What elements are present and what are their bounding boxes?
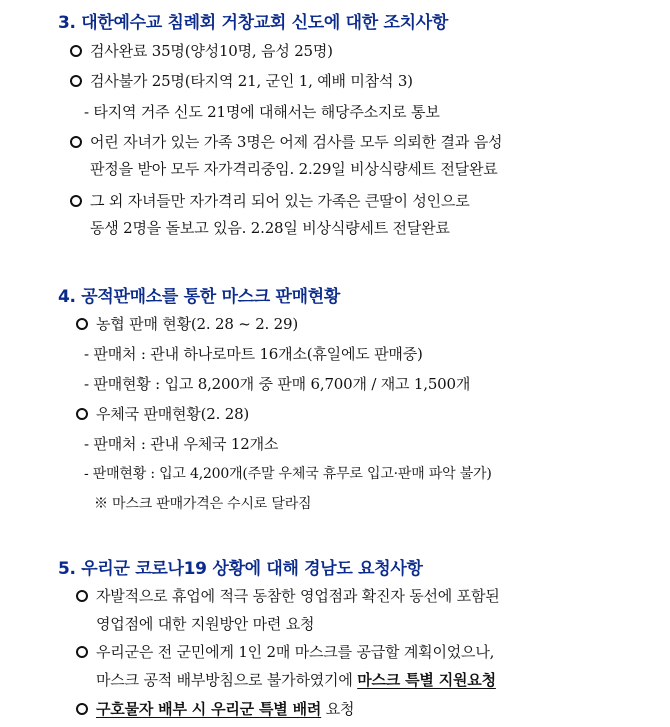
bullet-circle-icon bbox=[76, 408, 88, 420]
list-item: - 판매현황 : 입고 8,200개 중 판매 6,700개 / 재고 1,500개 bbox=[84, 375, 471, 393]
bullet-circle-icon bbox=[70, 195, 82, 207]
list-item: 그 외 자녀들만 자가격리 되어 있는 가족은 큰딸이 성인으로 bbox=[70, 190, 470, 211]
list-item: - 판매처 : 관내 하나로마트 16개소(휴일에도 판매중) bbox=[84, 345, 423, 363]
list-item-continuation: 판정을 받아 모두 자가격리중임. 2.29일 비상식량세트 전달완료 bbox=[90, 160, 498, 178]
bullet-circle-icon bbox=[76, 318, 88, 330]
list-item: 어린 자녀가 있는 가족 3명은 어제 검사를 모두 의뢰한 결과 음성 bbox=[70, 131, 502, 152]
list-item: - 판매처 : 관내 우체국 12개소 bbox=[84, 435, 279, 453]
list-item: 검사완료 35명(양성10명, 음성 25명) bbox=[70, 40, 333, 61]
bullet-circle-icon bbox=[76, 703, 88, 715]
bullet-circle-icon bbox=[70, 136, 82, 148]
section-5-heading: 5. 우리군 코로나19 상황에 대해 경남도 요청사항 bbox=[58, 559, 423, 579]
mask-support-request: 마스크 특별 지원요청 bbox=[357, 671, 496, 689]
bullet-circle-icon bbox=[76, 646, 88, 658]
note: ※ 마스크 판매가격은 수시로 달라짐 bbox=[94, 496, 312, 512]
list-item-continuation: 마스크 공적 배부방침으로 불가하였기에 마스크 특별 지원요청 bbox=[96, 671, 496, 689]
section-4-heading: 4. 공적판매소를 통한 마스크 판매현황 bbox=[58, 287, 340, 307]
list-item: - 판매현황 : 입고 4,200개(주말 우체국 휴무로 입고·판매 파악 불가) bbox=[84, 466, 492, 482]
list-item: 우리군은 전 군민에게 1인 2매 마스크를 공급할 계획이었으나, bbox=[76, 641, 494, 662]
list-item: 자발적으로 휴업에 적극 동참한 영업점과 확진자 동선에 포함된 bbox=[76, 585, 500, 606]
bullet-circle-icon bbox=[70, 45, 82, 57]
list-item: 농협 판매 현황(2. 28 ~ 2. 29) bbox=[76, 313, 298, 334]
list-item-continuation: 영업점에 대한 지원방안 마련 요청 bbox=[96, 615, 315, 633]
list-item-continuation: 동생 2명을 돌보고 있음. 2.28일 비상식량세트 전달완료 bbox=[90, 219, 450, 237]
bullet-circle-icon bbox=[76, 590, 88, 602]
list-item: 우체국 판매현황(2. 28) bbox=[76, 403, 249, 424]
list-item: 구호물자 배부 시 우리군 특별 배려 요청 bbox=[76, 698, 354, 719]
relief-consideration: 구호물자 배부 시 우리군 특별 배려 bbox=[96, 700, 322, 718]
list-item: 검사불가 25명(타지역 21, 군인 1, 예배 미참석 3) bbox=[70, 70, 413, 91]
list-item: - 타지역 거주 신도 21명에 대해서는 해당주소지로 통보 bbox=[84, 103, 440, 121]
section-3-heading: 3. 대한예수교 침례회 거창교회 신도에 대한 조치사항 bbox=[58, 13, 448, 33]
bullet-circle-icon bbox=[70, 75, 82, 87]
